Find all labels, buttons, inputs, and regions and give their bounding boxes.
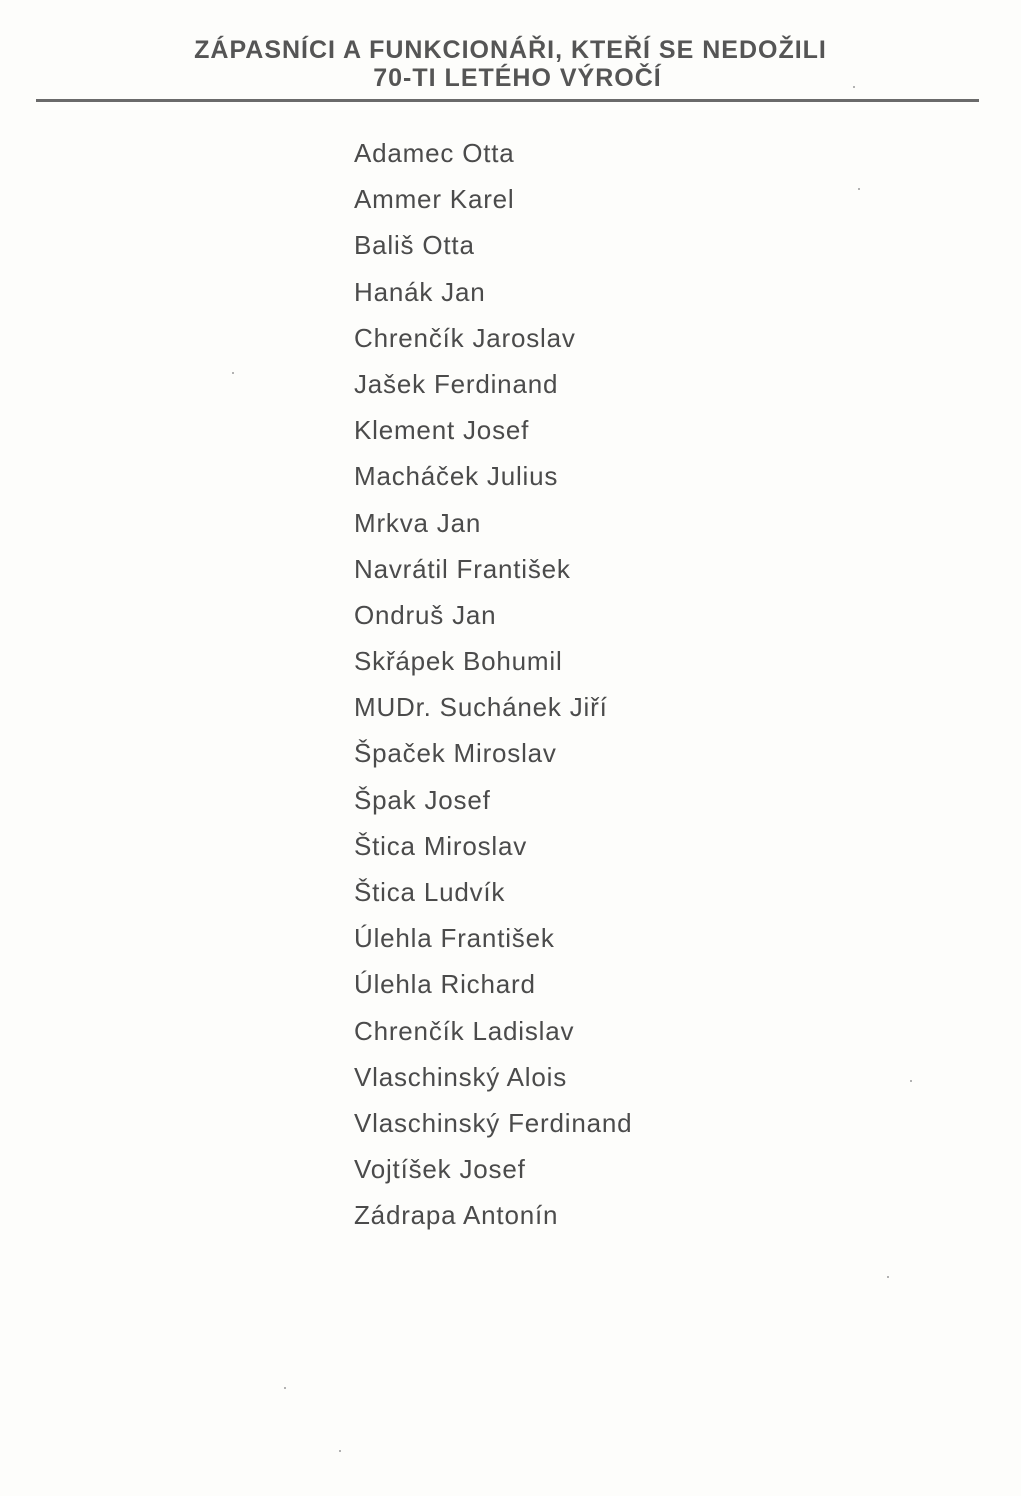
scan-speck	[339, 1450, 341, 1452]
list-item: Vlaschinský Alois	[354, 1061, 568, 1092]
title-line-1: ZÁPASNÍCI A FUNKCIONÁŘI, KTEŘÍ SE NEDOŽILI	[194, 36, 827, 64]
list-item: Ondruš Jan	[354, 599, 497, 630]
scan-speck	[887, 1276, 889, 1278]
list-item: Úlehla František	[354, 923, 555, 954]
list-item: Hanák Jan	[354, 276, 486, 307]
list-item: Skřápek Bohumil	[354, 646, 563, 677]
list-item: Navrátil František	[354, 553, 571, 584]
scan-speck	[284, 1387, 286, 1389]
list-item: MUDr. Suchánek Jiří	[354, 692, 608, 723]
title-line-2: 70-TI LETÉHO VÝROČÍ	[373, 64, 662, 92]
list-item: Štica Miroslav	[354, 830, 528, 861]
list-item: Jašek Ferdinand	[354, 368, 559, 399]
list-item: Bališ Otta	[354, 230, 475, 261]
page-title	[0, 36, 1021, 92]
scan-speck	[232, 372, 234, 374]
header-divider	[36, 99, 979, 102]
scan-speck	[853, 86, 855, 88]
list-item: Klement Josef	[354, 415, 530, 446]
list-item: Štica Ludvík	[354, 877, 506, 907]
list-item: Macháček Julius	[354, 461, 559, 492]
list-item: Vojtíšek Josef	[354, 1154, 526, 1185]
scan-speck	[910, 1080, 912, 1082]
list-item: Ammer Karel	[354, 184, 515, 215]
list-item: Zádrapa Antonín	[354, 1200, 559, 1231]
list-item: Špak Josef	[354, 784, 491, 815]
list-item: Chrenčík Jaroslav	[354, 322, 576, 353]
list-item: Mrkva Jan	[354, 507, 482, 538]
names-list	[354, 134, 632, 1243]
list-item: Úlehla Richard	[354, 969, 536, 1000]
list-item: Špaček Miroslav	[354, 738, 557, 769]
list-item: Vlaschinský Ferdinand	[354, 1107, 633, 1138]
list-item: Adamec Otta	[354, 138, 515, 168]
list-item: Chrenčík Ladislav	[354, 1015, 575, 1046]
scan-speck	[858, 188, 860, 190]
